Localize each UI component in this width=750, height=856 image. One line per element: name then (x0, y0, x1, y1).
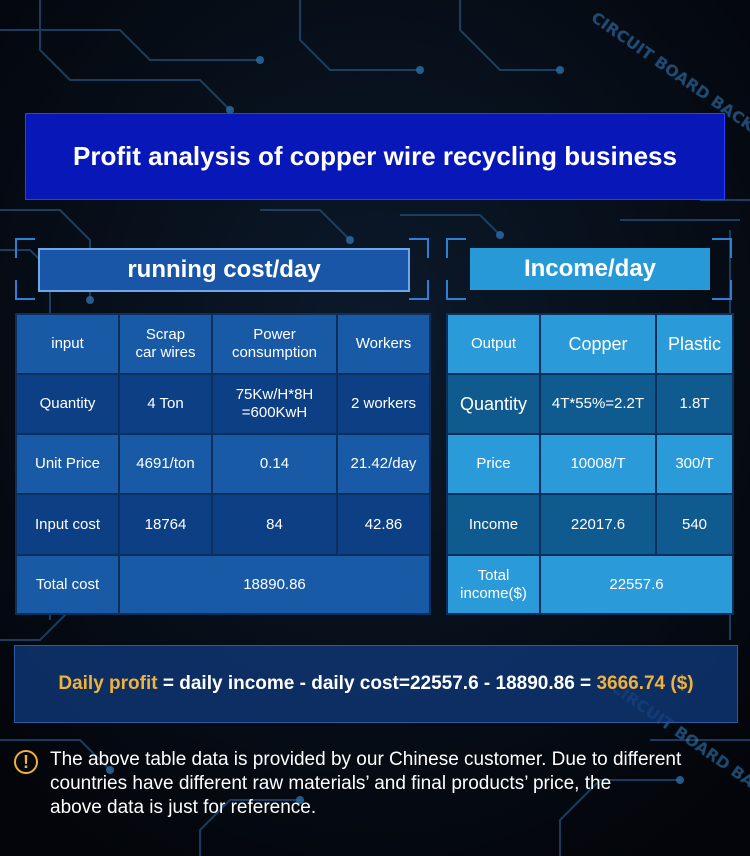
column-header: Scrap car wires (119, 314, 212, 374)
table-cell: 4 Ton (119, 374, 212, 434)
table-cell: 84 (212, 494, 337, 555)
table-total-row (16, 555, 430, 614)
page-title: Profit analysis of copper wire recycling business (25, 113, 725, 200)
column-header: Output (447, 314, 540, 374)
profit-formula: = daily income - daily cost=22557.6 - 18890.86 = (157, 673, 597, 694)
table-cell: 0.14 (212, 434, 337, 494)
table-row (447, 434, 733, 494)
row-label: Total cost (16, 555, 119, 614)
total-cost-value: 18890.86 (119, 555, 430, 614)
column-header: Copper (540, 314, 656, 374)
disclaimer-note (14, 748, 738, 820)
income-table (446, 313, 734, 615)
table-cell: 10008/T (540, 434, 656, 494)
column-header: input (16, 314, 119, 374)
table-cell: 2 workers (337, 374, 430, 434)
table-cell: 4691/ton (119, 434, 212, 494)
row-label: Input cost (16, 494, 119, 555)
table-row (16, 494, 430, 555)
row-label: Quantity (16, 374, 119, 434)
table-row (16, 434, 430, 494)
table-total-row (447, 555, 733, 614)
table-cell: 42.86 (337, 494, 430, 555)
total-income-value: 22557.6 (540, 555, 733, 614)
daily-profit-bar (14, 645, 738, 723)
column-header: Power consumption (212, 314, 337, 374)
cost-section-header: running cost/day (38, 248, 410, 292)
running-cost-table (15, 313, 431, 615)
column-header: Plastic (656, 314, 733, 374)
row-label: Total income($) (447, 555, 540, 614)
table-cell: 18764 (119, 494, 212, 555)
row-label: Income (447, 494, 540, 555)
table-cell: 21.42/day (337, 434, 430, 494)
table-cell: 540 (656, 494, 733, 555)
table-cell: 22017.6 (540, 494, 656, 555)
row-label: Price (447, 434, 540, 494)
exclamation-icon: ! (14, 750, 38, 774)
table-cell: 1.8T (656, 374, 733, 434)
table-row (16, 374, 430, 434)
table-cell: 4T*55%=2.2T (540, 374, 656, 434)
row-label: Quantity (447, 374, 540, 434)
table-row (447, 374, 733, 434)
table-cell: 75Kw/H*8H =600KwH (212, 374, 337, 434)
row-label: Unit Price (16, 434, 119, 494)
table-header-row (16, 314, 430, 374)
table-header-row (447, 314, 733, 374)
profit-label: Daily profit (58, 673, 158, 694)
disclaimer-text: The above table data is provided by our Chinese customer. Due to different countries have different raw materials’ and final products’ price, the above data is just for reference. (50, 749, 682, 818)
income-section-header: Income/day (470, 248, 710, 290)
profit-unit: ($) (665, 673, 694, 694)
table-row (447, 494, 733, 555)
profit-result: 3666.74 (596, 673, 666, 694)
table-cell: 300/T (656, 434, 733, 494)
column-header: Workers (337, 314, 430, 374)
